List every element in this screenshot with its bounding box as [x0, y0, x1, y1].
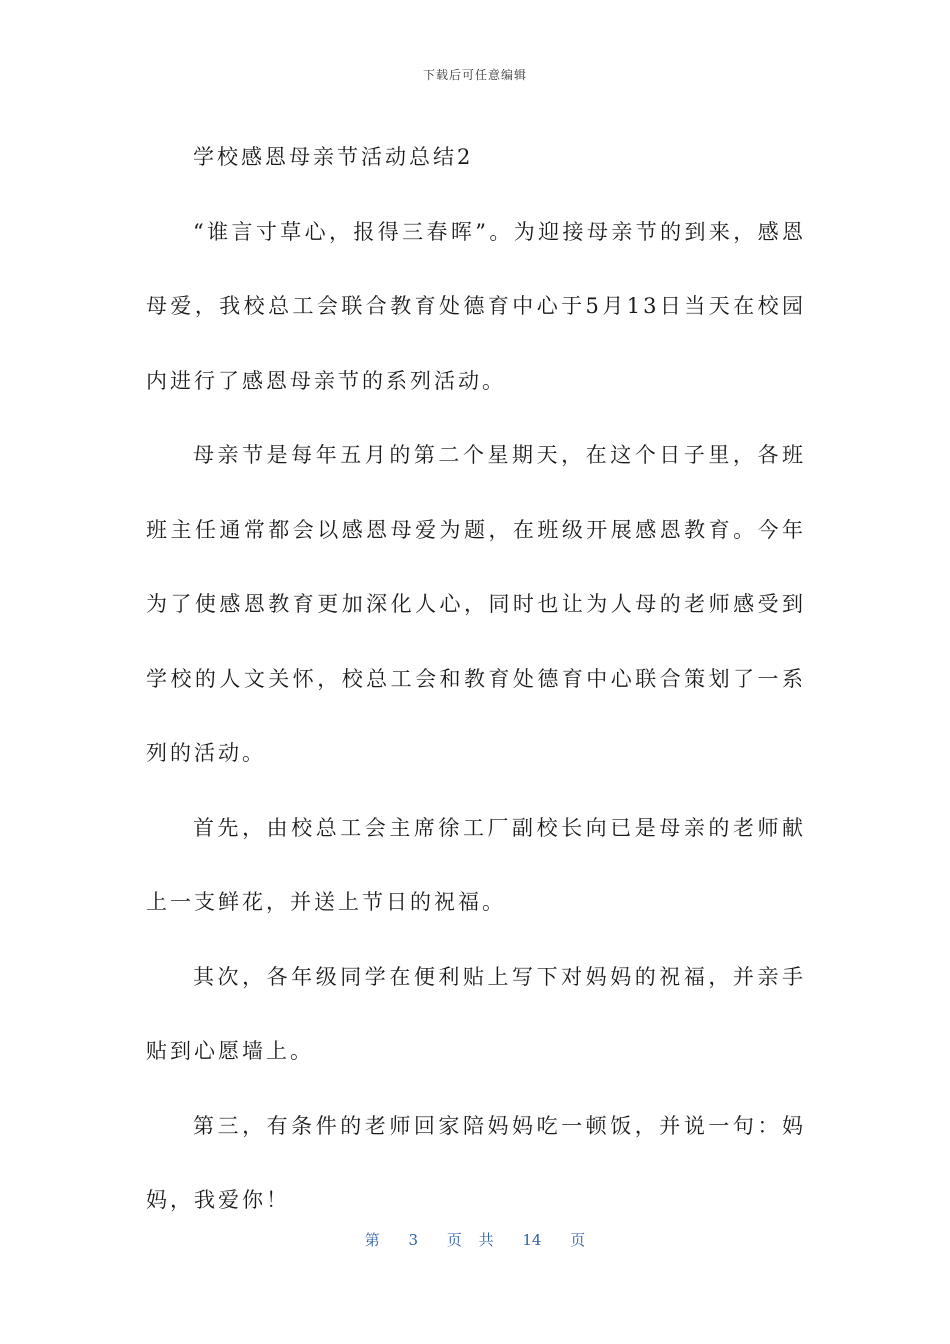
section-title: 学校感恩母亲节活动总结2 — [193, 145, 474, 169]
page-footer — [0, 1229, 950, 1250]
page-mid-text: 页 共 — [446, 1231, 494, 1249]
paragraph: “谁言寸草心，报得三春晖”。为迎接母亲节的到来，感恩母爱，我校总工会联合教育处德育中心于5月13日当天在校园内进行了感恩母亲节的系列活动。 — [146, 219, 806, 393]
document-body — [146, 120, 806, 1238]
paragraph: 其次，各年级同学在便利贴上写下对妈妈的祝福，并亲手贴到心愿墙上。 — [146, 964, 806, 1063]
current-page-number: 3 — [408, 1231, 419, 1249]
paragraph: 第三，有条件的老师回家陪妈妈吃一顿饭，并说一句：妈妈，我爱你！ — [146, 1113, 806, 1212]
page-header: 下载后可任意编辑 — [422, 68, 527, 82]
paragraph: 母亲节是每年五月的第二个星期天，在这个日子里，各班班主任通常都会以感恩母爱为题，在班级开展感恩教育。今年为了使感恩教育更加深化人心，同时也让为人母的老师感受到学校的人文关怀，校总工会和教育处德育中心联合策划了一系列的活动。 — [146, 443, 806, 765]
page-suffix: 页 — [570, 1231, 586, 1249]
paragraph: 首先，由校总工会主席徐工厂副校长向已是母亲的老师献上一支鲜花，并送上节日的祝福。 — [146, 815, 806, 914]
total-pages-number: 14 — [522, 1231, 542, 1249]
page-prefix: 第 — [364, 1231, 380, 1249]
